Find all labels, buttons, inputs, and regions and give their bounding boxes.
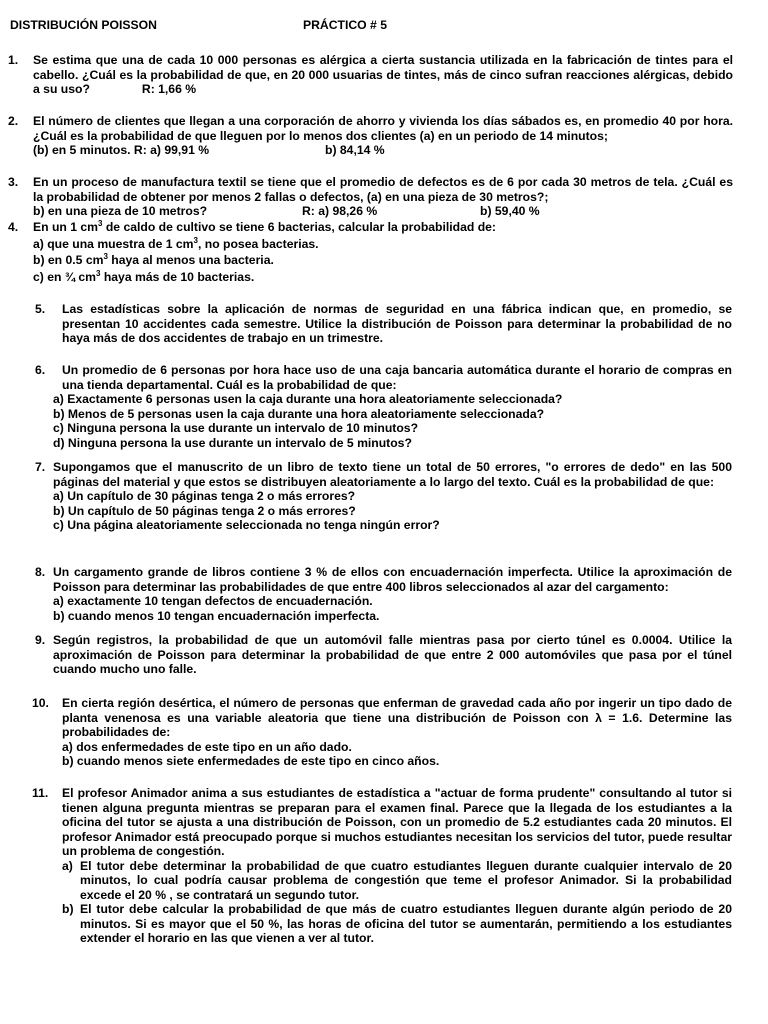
sub-question-c: c) Ninguna persona la use durante un intervalo de 10 minutos? xyxy=(53,421,419,435)
sub-question-c: c) Una página aleatoriamente seleccionada no tenga ningún error? xyxy=(53,518,440,532)
question-4 xyxy=(8,218,733,284)
question-number: 7. xyxy=(35,460,46,474)
question-text: Las estadísticas sobre la aplicación de normas de seguridad en una fábrica indican que, en promedio, se presentan 10 accidentes cada semestre. Utilice la distribución de Poisson para determinar la probabilidad de no haya más de dos accidentes de trabajo en un trimestre. xyxy=(62,302,732,345)
question-number: 1. xyxy=(8,53,19,67)
sub-question-a: a) dos enfermedades de este tipo en un año dado. xyxy=(62,739,352,754)
sub-question-c: c) en ¾ $cm^3$ haya más de 10 bacterias. xyxy=(33,268,255,284)
answer-b: b) 84,14 % xyxy=(325,143,385,157)
question-2 xyxy=(8,114,733,158)
sub-question-a: a) que una muestra de 1 $cm^3$, no posea bacterias. xyxy=(33,235,319,251)
question-text: Un promedio de 6 personas por hora hace uso de una caja bancaria automática durante el horario de compras en una tienda departamental. Cuál es la probabilidad de que: xyxy=(62,363,732,392)
question-number: 11. xyxy=(32,786,49,800)
question-text: En un proceso de manufactura textil se tiene que el promedio de defectos es de 6 por cada 30 metros de tela. ¿Cuál es la probabilidad de obtener por menos 2 fallas o defectos, (a) en una pieza de 30 metros?; xyxy=(33,175,733,204)
question-9 xyxy=(35,633,732,677)
answer-a: (b) en 5 minutos. R: a) 99,91 % xyxy=(33,143,210,157)
answer-a: R: a) 98,26 % xyxy=(302,204,378,218)
question-7 xyxy=(35,460,732,533)
practico-number: PRÁCTICO # 5 xyxy=(303,18,387,32)
question-6 xyxy=(35,363,732,392)
question-6-options xyxy=(53,392,753,450)
question-3 xyxy=(8,175,733,219)
sub-question-b: b) El tutor debe calcular la probabilidad de que más de cuatro estudiantes lleguen durante algún periodo de 20 minutos. Si es mayor que el 50 %, las horas de oficina del tutor se aumentarán, permitiendo a los estudiantes extender el horario en las que vienen a ver al tutor. xyxy=(62,902,732,945)
sub-question-b: b) en una pieza de 10 metros? xyxy=(33,204,208,218)
question-text: Supongamos que el manuscrito de un libro de texto tiene un total de 50 errores, "o errores de dedo" en las 500 páginas del material y que estos se distribuyen aleatoriamente a lo largo del texto. Cuál es la probabilidad de que: xyxy=(53,460,732,489)
sub-question-a: a) El tutor debe determinar la probabilidad de que cuatro estudiantes lleguen durante cualquier intervalo de 20 minutos, lo cual podría causar problema de congestión que teme el profesor Animador. Si la probabilidad excede el 20 % , se contratará un segundo tutor. xyxy=(62,858,732,902)
question-number: 9. xyxy=(35,633,46,647)
sub-question-b: b) cuando menos siete enfermedades de este tipo en cinco años. xyxy=(62,754,440,768)
document-header xyxy=(10,18,387,33)
sub-question-a: a) exactamente 10 tengan defectos de encuadernación. xyxy=(53,594,373,608)
sub-question-b: b) cuando menos 10 tengan encuadernación imperfecta. xyxy=(53,608,380,623)
sub-question-a: a) Un capítulo de 30 páginas tenga 2 o más errores? xyxy=(53,489,356,503)
question-11 xyxy=(32,786,732,946)
question-text: En cierta región desértica, el número de personas que enferman de gravedad cada año por ingerir un tipo dado de planta venenosa es una variable aleatoria que tiene una distribución de Poisson con λ = 1.6. Determine las probabilidades de: xyxy=(62,696,732,739)
question-1 xyxy=(8,53,733,97)
question-number: 3. xyxy=(8,175,19,189)
sub-question-b: b) Menos de 5 personas usen la caja durante una hora aleatoriamente seleccionada? xyxy=(53,406,545,421)
question-text: El profesor Animador anima a sus estudiantes de estadística a "actuar de forma prudente" consultando al tutor si tienen alguna pregunta mientras se preparan para el examen final. Parece que la llegada de los estudiantes a la oficina del tutor se ajusta a una distribución de Poisson, con un promedio de 5.2 estudiantes cada 20 minutos. El profesor Animador está preocupado porque si muchos estudiantes necesitan los servicios del tutor, puede resultar un problema de congestión. xyxy=(62,786,732,858)
question-number: 8. xyxy=(35,565,46,579)
question-text: El número de clientes que llegan a una corporación de ahorro y vivienda los días sábados es, en promedio 40 por hora. ¿Cuál es la probabilidad de que lleguen por lo menos dos clientes (a) en un periodo de 14 minutos; xyxy=(33,114,733,143)
question-text: En un 1 $cm^3$ de caldo de cultivo se tiene 6 bacterias, calcular la probabilidad de: xyxy=(33,218,496,234)
sub-question-d: d) Ninguna persona la use durante un intervalo de 5 minutos? xyxy=(53,435,412,450)
question-8 xyxy=(35,565,732,623)
sub-question-a: a) Exactamente 6 personas usen la caja durante una hora aleatoriamente seleccionada? xyxy=(53,392,563,406)
answer-b: b) 59,40 % xyxy=(480,204,540,218)
question-number: 4. xyxy=(8,220,19,234)
question-number: 10. xyxy=(32,696,49,710)
question-text: Según registros, la probabilidad de que un automóvil falle mientras pasa por cierto túnel es 0.0004. Utilice la aproximación de Poisson para determinar la probabilidad de que entre 2 000 automóviles que pasa por el túnel cuando mucho uno falle. xyxy=(53,633,732,676)
question-10 xyxy=(32,696,732,769)
sub-question-b: b) en 0.5 $cm^3$ haya al menos una bacteria. xyxy=(33,251,274,267)
document-title: DISTRIBUCIÓN POISSON xyxy=(10,18,157,32)
question-text: Un cargamento grande de libros contiene 3 % de ellos con encuadernación imperfecta. Utilice la aproximación de Poisson para determinar las probabilidades de que entre 400 libros seleccionados al azar del cargamento: xyxy=(53,565,732,594)
question-text: Se estima que una de cada 10 000 personas es alérgica a cierta sustancia utilizada en la fabricación de tintes para el cabello. ¿Cuál es la probabilidad de que, en 20 000 usuarias de tintes, más de cinco sufran reacciones alérgicas, debido a su uso? xyxy=(33,53,733,96)
sub-question-b: b) Un capítulo de 50 páginas tenga 2 o más errores? xyxy=(53,503,356,518)
question-5 xyxy=(35,302,732,346)
question-number: 2. xyxy=(8,114,19,128)
question-number: 6. xyxy=(35,363,46,377)
answer: R: 1,66 % xyxy=(141,82,197,96)
question-number: 5. xyxy=(35,302,46,316)
